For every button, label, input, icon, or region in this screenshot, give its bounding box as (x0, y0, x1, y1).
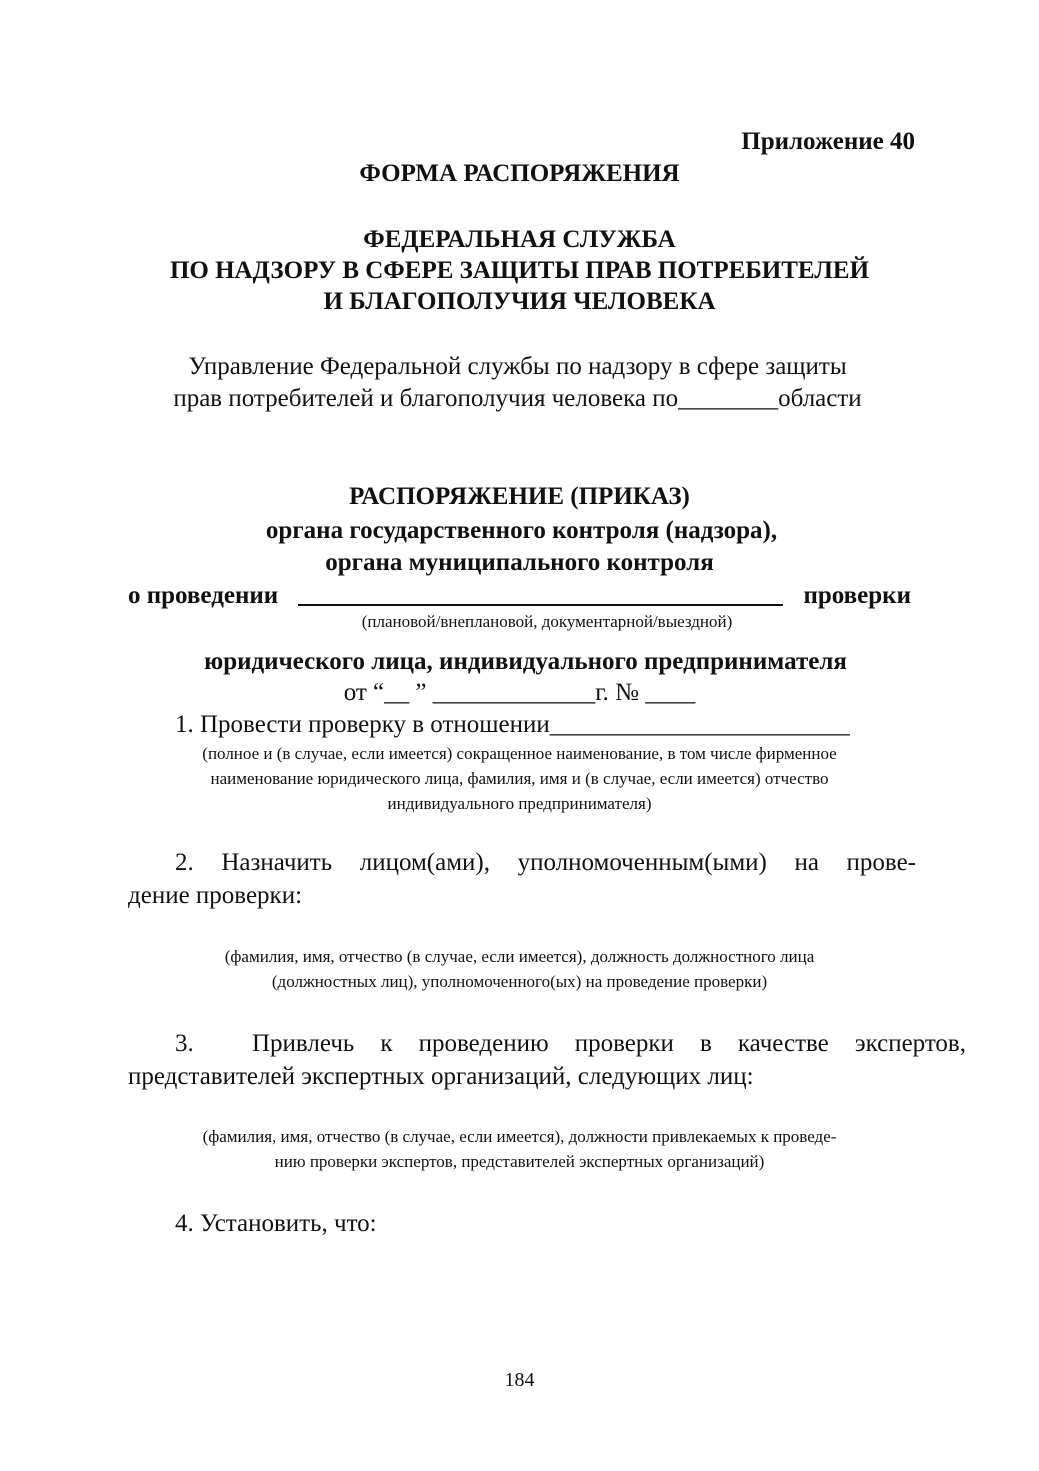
conduct-suffix: проверки (803, 582, 911, 609)
subject-line: юридического лица, индивидуального предпринимателя (204, 648, 847, 675)
item-1-hint-2: наименование юридического лица, фамилия, имя и (в случае, если имеется) отчество (210, 769, 829, 788)
item-3-number: 3. (175, 1030, 194, 1057)
agency-line-3: И БЛАГОПОЛУЧИЯ ЧЕЛОВЕКА (323, 288, 716, 315)
item-2-hint-1: (фамилия, имя, отчество (в случае, если имеется), должность должностного лица (224, 947, 815, 966)
item-3-hint-2: нию проверки экспертов, представителей экспертных организаций) (274, 1152, 765, 1171)
item-2-hint-2: (должностных лиц), уполномоченного(ых) на проведение проверки) (271, 972, 768, 991)
item-3-hint-1: (фамилия, имя, отчество (в случае, если имеется), должности привлекаемых к проведе- (202, 1127, 837, 1146)
item-1-hint-1: (полное и (в случае, если имеется) сокращенное наименование, в том числе фирменное (202, 744, 837, 763)
conduct-label: о проведении (128, 582, 279, 609)
item-1: 1. Провести проверку в отношении________________________ (175, 711, 850, 738)
agency-line-1: ФЕДЕРАЛЬНАЯ СЛУЖБА (363, 226, 676, 253)
order-subtitle-2: органа муниципального контроля (325, 549, 714, 576)
item-3-line-2: представителей экспертных организаций, следующих лиц: (128, 1063, 754, 1090)
conduct-hint: (плановой/внеплановой, документарной/выездной) (361, 612, 733, 631)
appendix-label: Приложение 40 (741, 128, 915, 155)
agency-line-2: ПО НАДЗОРУ В СФЕРЕ ЗАЩИТЫ ПРАВ ПОТРЕБИТЕЛЕЙ (169, 257, 870, 284)
item-2-line-2: дение проверки: (128, 882, 303, 909)
department-line-1: Управление Федеральной службы по надзору в сфере защиты (188, 353, 847, 380)
date-line: от “__ ” _____________г. № ____ (343, 679, 696, 706)
conduct-blank (298, 604, 783, 606)
item-1-hint-3: индивидуального предпринимателя) (387, 794, 652, 813)
order-title: РАСПОРЯЖЕНИЕ (ПРИКАЗ) (349, 483, 690, 510)
form-title: ФОРМА РАСПОРЯЖЕНИЯ (359, 160, 680, 187)
department-line-2: прав потребителей и благополучия человека по________области (173, 385, 862, 412)
item-2-line-1: 2. Назначить лицом(ами), уполномоченным(ыми) на прове- (175, 849, 916, 876)
order-subtitle-1: органа государственного контроля (надзора), (265, 517, 778, 544)
page-number: 184 (504, 1369, 535, 1391)
item-3-line-1: Привлечь к проведению проверки в качестве экспертов, (252, 1030, 966, 1057)
item-4: 4. Установить, что: (175, 1210, 377, 1237)
